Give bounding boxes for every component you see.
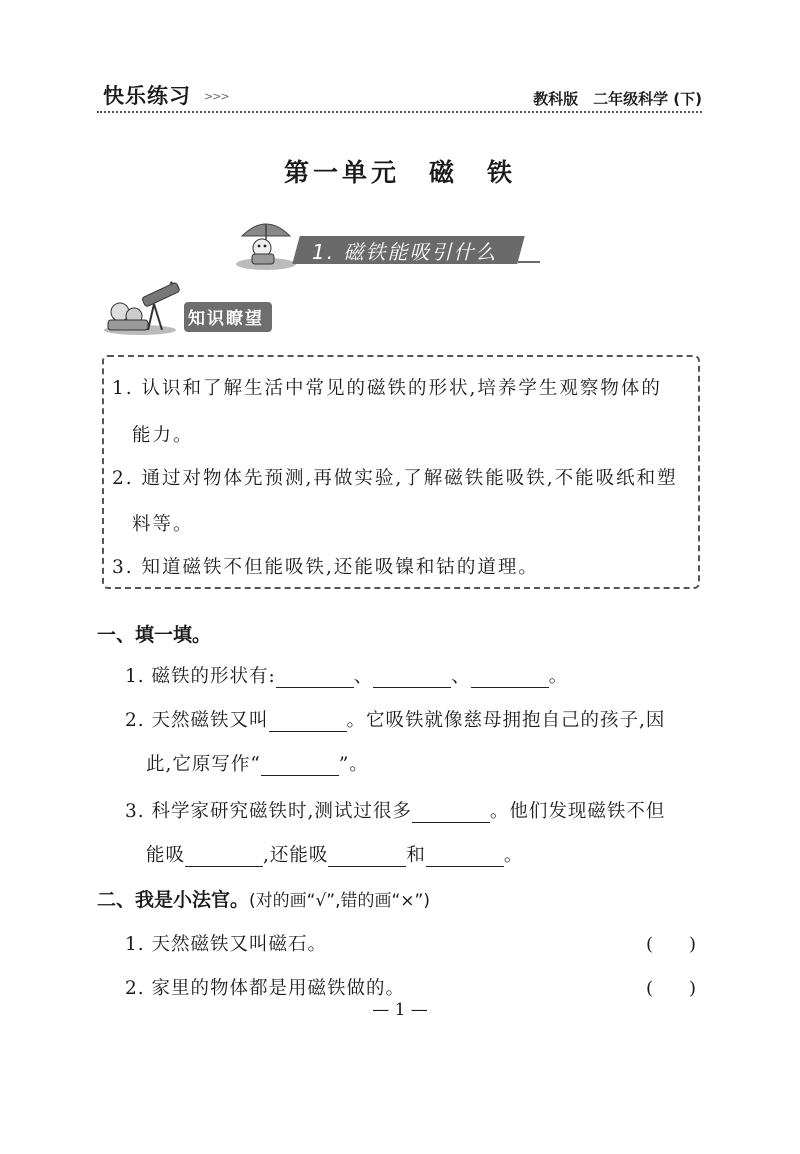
section-judge-title: 二、我是小法官。(对的画“√”,错的画“×”) bbox=[97, 889, 430, 911]
answer-blank[interactable] bbox=[185, 848, 263, 867]
answer-blank[interactable] bbox=[276, 669, 354, 688]
lesson-banner-tail bbox=[518, 261, 540, 263]
question-1-3-cont: 能吸 ,还能吸 和 。 bbox=[146, 845, 524, 866]
header-edition: 教科版 二年级科学 (下) bbox=[533, 90, 702, 108]
answer-blank[interactable] bbox=[269, 713, 347, 732]
question-1-1: 1. 磁铁的形状有: 、 、 。 bbox=[125, 666, 569, 687]
goal-line-3: 3. 知道磁铁不但能吸铁,还能吸镍和钴的道理。 bbox=[112, 557, 539, 578]
question-1-2: 2. 天然磁铁又叫 。它吸铁就像慈母拥抱自己的孩子,因 bbox=[125, 710, 666, 731]
answer-blank[interactable] bbox=[373, 669, 451, 688]
judge-answer-box-1[interactable]: ( ) bbox=[645, 934, 696, 955]
goal-line-1: 1. 认识和了解生活中常见的磁铁的形状,培养学生观察物体的 bbox=[112, 378, 662, 399]
judge-answer-box-2[interactable]: ( ) bbox=[645, 978, 696, 999]
svg-text:✦: ✦ bbox=[168, 279, 175, 288]
section-judge-note: (对的画“√”,错的画“×”) bbox=[249, 891, 430, 911]
page-number: — 1 — bbox=[372, 1000, 428, 1020]
unit-title: 第一单元 磁 铁 bbox=[283, 158, 516, 187]
goal-line-2: 2. 通过对物体先预测,再做实验,了解磁铁能吸铁,不能吸纸和塑 bbox=[112, 468, 678, 489]
knowledge-label: 知识瞭望 bbox=[188, 309, 264, 329]
question-1-3: 3. 科学家研究磁铁时,测试过很多 。他们发现磁铁不但 bbox=[125, 801, 666, 822]
header-divider bbox=[97, 111, 702, 113]
answer-blank[interactable] bbox=[261, 757, 339, 776]
answer-blank[interactable] bbox=[328, 848, 406, 867]
answer-blank[interactable] bbox=[426, 848, 504, 867]
telescope-illustration bbox=[100, 278, 184, 336]
judge-item-1: 1. 天然磁铁又叫磁石。 bbox=[125, 934, 328, 955]
header-brand: 快乐练习 bbox=[103, 84, 191, 108]
judge-item-2: 2. 家里的物体都是用磁铁做的。 bbox=[125, 978, 406, 999]
goal-line-2-cont: 料等。 bbox=[132, 514, 194, 535]
answer-blank[interactable] bbox=[471, 669, 549, 688]
answer-blank[interactable] bbox=[412, 804, 490, 823]
header-arrows: >>> bbox=[204, 90, 229, 103]
question-1-2-cont: 此,它原写作“ ”。 bbox=[146, 754, 369, 775]
section-fill-blank-title: 一、填一填。 bbox=[97, 624, 212, 646]
lesson-title: 1. 磁铁能吸引什么 bbox=[312, 240, 498, 264]
goal-line-1-cont: 能力。 bbox=[132, 425, 194, 446]
